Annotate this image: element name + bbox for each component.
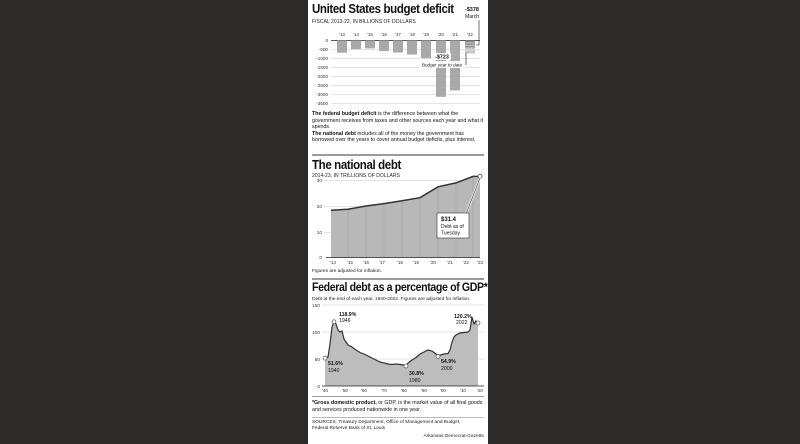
- gdp-x-labels: [322, 388, 483, 393]
- gdp-footnote: [312, 400, 484, 413]
- svg-text:0: 0: [319, 256, 322, 261]
- svg-text:54.9%: 54.9%: [441, 359, 456, 365]
- debt-definition-text: includes all of the money the government has borrowed over the years to cover annual budget deficits, plus interest.: [312, 130, 476, 144]
- svg-text:'60: '60: [361, 388, 367, 393]
- svg-text:'23: '23: [477, 260, 483, 265]
- svg-text:-2500: -2500: [316, 83, 328, 88]
- svg-text:'14: '14: [330, 260, 336, 265]
- svg-text:50: 50: [314, 358, 320, 363]
- svg-text:'20: '20: [438, 32, 444, 37]
- gdp-header: [312, 282, 488, 302]
- svg-text:-3500: -3500: [316, 101, 328, 106]
- svg-text:20: 20: [316, 205, 322, 210]
- svg-text:'17: '17: [379, 260, 385, 265]
- svg-text:-3000: -3000: [316, 92, 328, 97]
- gdp-footnote-text: or GDP, is the market value of all final goods and services produced nationwide in one year.: [312, 400, 483, 413]
- svg-text:2022: 2022: [456, 320, 468, 326]
- svg-text:'15: '15: [367, 32, 373, 37]
- svg-text:'19: '19: [413, 260, 419, 265]
- section-divider: [312, 278, 484, 280]
- debt-subtitle: 2014-23, IN TRILLIONS OF DOLLARS: [312, 173, 400, 179]
- callout-ytd-label: Budget year to date: [421, 62, 463, 68]
- credit: Arkansas Democrat-Gazette: [423, 434, 484, 439]
- deficit-subtitle: FISCAL 2013-22, IN BILLIONS OF DOLLARS: [312, 19, 416, 25]
- svg-text:1946: 1946: [339, 318, 351, 324]
- sources-line-2: Federal Reserve Bank of St. Louis: [312, 425, 386, 431]
- svg-text:-1500: -1500: [316, 65, 328, 70]
- deficit-title: United States budget deficit: [312, 2, 454, 16]
- svg-text:'20: '20: [430, 260, 436, 265]
- svg-text:'50: '50: [342, 388, 348, 393]
- debt-callout-label-2: Tuesday: [441, 230, 460, 237]
- debt-x-labels: [330, 260, 483, 265]
- svg-text:51.6%: 51.6%: [328, 361, 343, 367]
- svg-text:'40: '40: [322, 388, 328, 393]
- svg-text:'70: '70: [381, 388, 387, 393]
- gdp-chart: [308, 302, 488, 394]
- svg-text:'00: '00: [440, 388, 446, 393]
- svg-text:'14: '14: [353, 32, 359, 37]
- deficit-x-labels: [339, 32, 473, 37]
- svg-text:2000: 2000: [441, 366, 453, 372]
- svg-text:-1000: -1000: [316, 56, 328, 61]
- gdp-y-labels: [312, 303, 320, 390]
- svg-text:'22: '22: [467, 32, 473, 37]
- section-divider: [312, 154, 484, 156]
- svg-text:'19: '19: [423, 32, 429, 37]
- callout-ytd-value: -$723: [435, 54, 449, 61]
- gdp-title: Federal debt as a percentage of GDP*: [312, 282, 488, 294]
- definitions: [312, 111, 484, 144]
- deficit-y-labels: [316, 38, 328, 106]
- svg-text:'16: '16: [363, 260, 369, 265]
- svg-text:1980: 1980: [409, 378, 421, 384]
- svg-text:'15: '15: [347, 260, 353, 265]
- svg-text:'17: '17: [395, 32, 401, 37]
- svg-text:-500: -500: [318, 47, 328, 52]
- svg-text:150: 150: [311, 304, 320, 309]
- svg-text:'16: '16: [381, 32, 387, 37]
- sources-line-1: SOURCES: Treasury Department, Office of Management and Budget,: [312, 420, 461, 425]
- debt-callout-label-1: Debt as of: [441, 224, 464, 230]
- svg-text:'18: '18: [397, 260, 403, 265]
- svg-text:'21: '21: [447, 260, 453, 265]
- svg-text:'13: '13: [339, 32, 345, 37]
- svg-text:10: 10: [316, 231, 322, 236]
- deficit-definition-term: The federal budget deficit: [312, 111, 377, 117]
- infographic-panel: [308, 0, 488, 444]
- debt-y-labels: [317, 178, 323, 261]
- callout-march-label: March: [465, 14, 479, 20]
- svg-text:'21: '21: [452, 32, 458, 37]
- divider: [312, 417, 484, 418]
- deficit-bars: [337, 41, 475, 97]
- debt-chart: [308, 170, 488, 270]
- divider: [312, 396, 484, 397]
- svg-text:30: 30: [316, 179, 322, 184]
- deficit-chart: [308, 0, 488, 110]
- svg-text:120.2%: 120.2%: [454, 314, 472, 320]
- svg-text:100: 100: [311, 331, 320, 336]
- debt-title: The national debt: [312, 158, 401, 172]
- svg-text:'20: '20: [477, 388, 483, 393]
- callout-march-value: -$378: [464, 7, 479, 13]
- debt-current-marker: [478, 174, 482, 178]
- svg-text:'22: '22: [463, 260, 469, 265]
- annotation-1946-value: 118.9%: [339, 312, 357, 318]
- svg-text:'80: '80: [401, 388, 407, 393]
- svg-text:0: 0: [325, 38, 328, 43]
- svg-text:-2000: -2000: [316, 74, 328, 79]
- debt-definition-term: The national debt: [312, 130, 356, 137]
- debt-callout-value: $31.4: [441, 217, 457, 223]
- svg-text:1940: 1940: [328, 368, 340, 374]
- gdp-subtitle: Debt at the end of each year, 1940-2022. Figures are adjusted for inflation.: [312, 297, 471, 302]
- sources: [312, 420, 484, 431]
- svg-text:'10: '10: [460, 388, 466, 393]
- svg-text:30.8%: 30.8%: [409, 371, 424, 377]
- gdp-footnote-term: *Gross domestic product,: [312, 400, 377, 406]
- svg-text:0: 0: [317, 385, 320, 390]
- deficit-definition-text: is the difference between what the government receives from taxes and other sources each year and what it spends.: [312, 111, 484, 131]
- svg-text:'18: '18: [409, 32, 415, 37]
- debt-note: Figures are adjusted for inflation.: [312, 269, 382, 274]
- svg-text:'90: '90: [421, 388, 427, 393]
- gdp-area: [325, 317, 478, 386]
